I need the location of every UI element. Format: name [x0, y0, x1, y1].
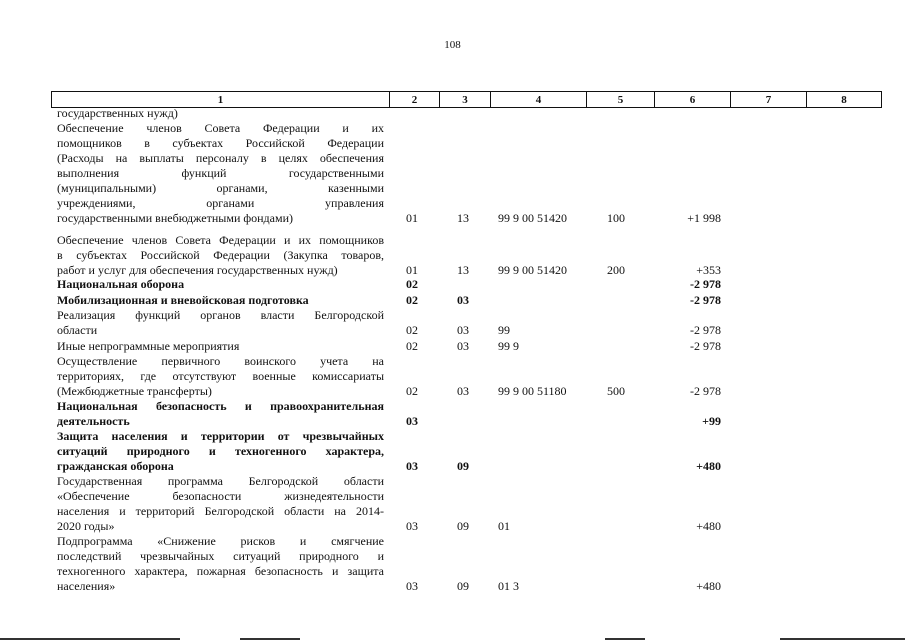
row-description — [57, 277, 384, 292]
header-col-1: 1 — [52, 92, 390, 108]
description-line: Национальная безопасность и правоохранительная — [57, 399, 384, 413]
section-code: 02 — [406, 277, 418, 291]
subsection-code: 03 — [457, 293, 469, 307]
section-code: 02 — [406, 293, 418, 307]
description-line: последствий чрезвычайных ситуаций природного и — [57, 549, 384, 563]
description-line: Национальная оборона — [57, 277, 185, 291]
subsection-code: 09 — [457, 519, 469, 533]
description-line: учреждениями, органами управления — [57, 196, 384, 210]
subsection-code: 03 — [457, 384, 469, 398]
target-article: 01 — [498, 519, 510, 533]
description-line: «Обеспечение безопасности жизнедеятельности — [57, 489, 384, 503]
row-description — [57, 354, 384, 399]
description-line: Защита населения и территории от чрезвычайных — [57, 429, 384, 443]
section-code: 02 — [406, 384, 418, 398]
description-line: гражданская оборона — [57, 459, 174, 473]
section-code: 03 — [406, 579, 418, 593]
description-line: ситуаций природного и техногенного характера, — [57, 444, 384, 458]
header-col-4: 4 — [491, 92, 587, 108]
header-col-8: 8 — [807, 92, 882, 108]
target-article: 99 9 00 51420 — [498, 263, 567, 277]
section-code: 03 — [406, 519, 418, 533]
row-description — [57, 534, 384, 594]
target-article: 01 3 — [498, 579, 519, 593]
amount: +353 — [696, 263, 721, 277]
subsection-code: 03 — [457, 339, 469, 353]
section-code: 01 — [406, 211, 418, 225]
target-article: 99 9 00 51180 — [498, 384, 567, 398]
description-line: Обеспечение членов Совета Федерации и их — [57, 121, 384, 135]
subsection-code: 09 — [457, 459, 469, 473]
header-col-2: 2 — [390, 92, 440, 108]
header-col-6: 6 — [655, 92, 731, 108]
amount: +480 — [696, 579, 721, 593]
row-description — [57, 308, 384, 338]
section-code: 03 — [406, 414, 418, 428]
row-description — [57, 121, 384, 226]
description-line: Мобилизационная и вневойсковая подготовка — [57, 293, 309, 307]
description-line: в субъектах Российской Федерации (Закупка товаров, — [57, 248, 384, 262]
expense-type: 500 — [607, 384, 625, 398]
description-line: выполнения функций государственными — [57, 166, 384, 180]
row-description — [57, 233, 384, 278]
description-line: государственными внебюджетными фондами) — [57, 211, 294, 225]
header-col-5: 5 — [587, 92, 655, 108]
description-line: государственных нужд) — [57, 106, 178, 120]
description-line: области — [57, 323, 98, 337]
description-line: территориях, где отсутствуют военные комиссариаты — [57, 369, 384, 383]
amount: -2 978 — [690, 384, 721, 398]
description-line: деятельность — [57, 414, 130, 428]
description-line: работ и услуг для обеспечения государственных нужд) — [57, 263, 338, 277]
header-col-3: 3 — [440, 92, 491, 108]
description-line: (Расходы на выплаты персоналу в целях обеспечения — [57, 151, 384, 165]
target-article: 99 9 — [498, 339, 519, 353]
description-line: (Межбюджетные трансферты) — [57, 384, 212, 398]
amount: -2 978 — [690, 339, 721, 353]
page-number: 108 — [444, 39, 461, 51]
subsection-code: 13 — [457, 263, 469, 277]
description-line: Государственная программа Белгородской области — [57, 474, 384, 488]
description-line: помощников в субъектах Российской Федерации — [57, 136, 384, 150]
target-article: 99 9 00 51420 — [498, 211, 567, 225]
row-description — [57, 474, 384, 534]
amount: -2 978 — [690, 323, 721, 337]
description-line: техногенного характера, пожарная безопасность и защита — [57, 564, 384, 578]
amount: +99 — [702, 414, 721, 428]
amount: -2 978 — [690, 277, 721, 291]
expense-type: 200 — [607, 263, 625, 277]
description-line: Подпрограмма «Снижение рисков и смягчение — [57, 534, 384, 548]
expense-type: 100 — [607, 211, 625, 225]
amount: +480 — [696, 459, 721, 473]
section-code: 03 — [406, 459, 418, 473]
section-code: 01 — [406, 263, 418, 277]
subsection-code: 13 — [457, 211, 469, 225]
row-description — [57, 293, 384, 308]
row-description — [57, 339, 384, 354]
subsection-code: 03 — [457, 323, 469, 337]
description-line: населения и территорий Белгородской области на 2014- — [57, 504, 384, 518]
description-line: Иные непрограммные мероприятия — [57, 339, 240, 353]
description-line: населения» — [57, 579, 116, 593]
description-line: 2020 годы» — [57, 519, 115, 533]
description-line: Реализация функций органов власти Белгородской — [57, 308, 384, 322]
amount: +480 — [696, 519, 721, 533]
section-code: 02 — [406, 339, 418, 353]
description-line: (муниципальными) органами, казенными — [57, 181, 384, 195]
amount: -2 978 — [690, 293, 721, 307]
amount: +1 998 — [687, 211, 721, 225]
row-description — [57, 399, 384, 429]
description-line: Осуществление первичного воинского учета на — [57, 354, 384, 368]
target-article: 99 — [498, 323, 510, 337]
header-col-7: 7 — [731, 92, 807, 108]
row-description — [57, 106, 384, 121]
description-line: Обеспечение членов Совета Федерации и их помощников — [57, 233, 384, 247]
section-code: 02 — [406, 323, 418, 337]
row-description — [57, 429, 384, 474]
subsection-code: 09 — [457, 579, 469, 593]
